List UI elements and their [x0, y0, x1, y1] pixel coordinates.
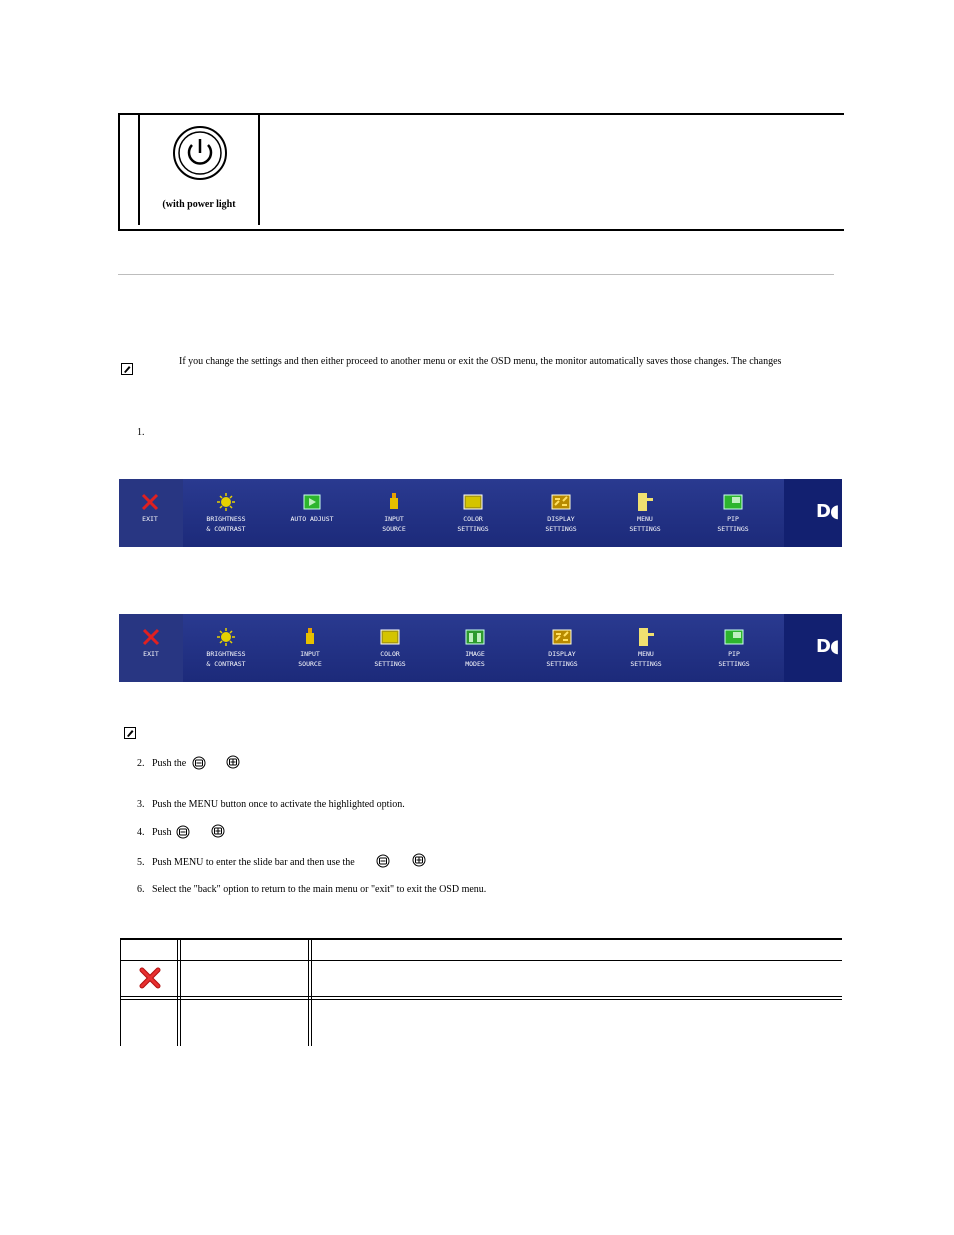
- osd-item-auto-adjust[interactable]: AUTO ADJUST: [277, 479, 347, 547]
- minus-button-icon: [192, 756, 206, 770]
- color-settings-icon: [380, 628, 400, 646]
- table-cell-index: [120, 115, 140, 225]
- osd-item-brightness-contrast[interactable]: BRIGHTNESS & CONTRAST: [191, 479, 261, 547]
- menu-settings-icon: [635, 493, 655, 511]
- osd-item-pip-settings[interactable]: PIP SETTINGS: [699, 614, 769, 682]
- menu-settings-icon: [636, 628, 656, 646]
- x-icon: [140, 493, 160, 511]
- osd-item-menu-settings[interactable]: MENU SETTINGS: [611, 614, 681, 682]
- osd-item-input-source[interactable]: INPUT SOURCE: [359, 479, 429, 547]
- osd-item-color-settings[interactable]: COLOR SETTINGS: [355, 614, 425, 682]
- step-number: 1.: [137, 427, 145, 438]
- osd-item-color-settings[interactable]: COLOR SETTINGS: [438, 479, 508, 547]
- osd-item-exit[interactable]: EXIT: [119, 479, 185, 547]
- osd-item-display-settings[interactable]: DISPLAY SETTINGS: [526, 479, 596, 547]
- input-source-icon: [384, 493, 404, 511]
- minus-button-icon: [176, 825, 190, 839]
- plus-button-icon: [211, 824, 225, 838]
- exit-x-icon: [138, 966, 162, 990]
- osd-item-pip-settings[interactable]: PIP SETTINGS: [698, 479, 768, 547]
- osd-item-display-settings[interactable]: DISPLAY SETTINGS: [527, 614, 597, 682]
- osd-menu-description-table: [120, 938, 842, 1046]
- x-icon: [141, 628, 161, 646]
- auto-adjust-icon: [302, 493, 322, 511]
- brand-logo: D◖: [784, 614, 842, 682]
- osd-item-image-modes[interactable]: IMAGE MODES: [440, 614, 510, 682]
- power-button-table: [118, 113, 844, 231]
- table-cell-power-icon: [140, 115, 260, 225]
- display-settings-icon: [552, 628, 572, 646]
- step-5: 5. Push MENU to enter the slide bar and then use the: [137, 857, 355, 868]
- plus-button-icon: [226, 755, 240, 769]
- osd-item-input-source[interactable]: INPUT SOURCE: [275, 614, 345, 682]
- step-3: 3. Push the MENU button once to activate the highlighted option.: [137, 799, 405, 810]
- section-divider: [118, 274, 834, 275]
- image-modes-icon: [465, 628, 485, 646]
- step-2: 2. Push the: [137, 758, 187, 769]
- osd-item-menu-settings[interactable]: MENU SETTINGS: [610, 479, 680, 547]
- minus-button-icon: [376, 854, 390, 868]
- color-settings-icon: [463, 493, 483, 511]
- brand-logo: D◖: [784, 479, 842, 547]
- plus-button-icon: [412, 853, 426, 867]
- pip-settings-icon: [724, 628, 744, 646]
- input-source-icon: [300, 628, 320, 646]
- osd-item-exit[interactable]: EXIT: [119, 614, 186, 682]
- power-light-caption: (with power light: [162, 199, 236, 210]
- osd-menu-bar-digital: [119, 614, 842, 682]
- pip-settings-icon: [723, 493, 743, 511]
- note-pencil-icon: [124, 727, 136, 739]
- power-icon: [172, 125, 228, 181]
- osd-item-brightness-contrast[interactable]: BRIGHTNESS & CONTRAST: [191, 614, 261, 682]
- sun-icon: [216, 628, 236, 646]
- note-text: If you change the settings and then either proceed to another menu or exit the OSD menu, the monitor automatically saves those changes. The changes: [179, 356, 782, 367]
- note-pencil-icon: [121, 363, 133, 375]
- osd-menu-bar-analog: [119, 479, 842, 547]
- step-6: 6. Select the "back" option to return to the main menu or "exit" to exit the OSD menu.: [137, 884, 487, 895]
- display-settings-icon: [551, 493, 571, 511]
- step-4: 4. Push: [137, 827, 172, 838]
- sun-icon: [216, 493, 236, 511]
